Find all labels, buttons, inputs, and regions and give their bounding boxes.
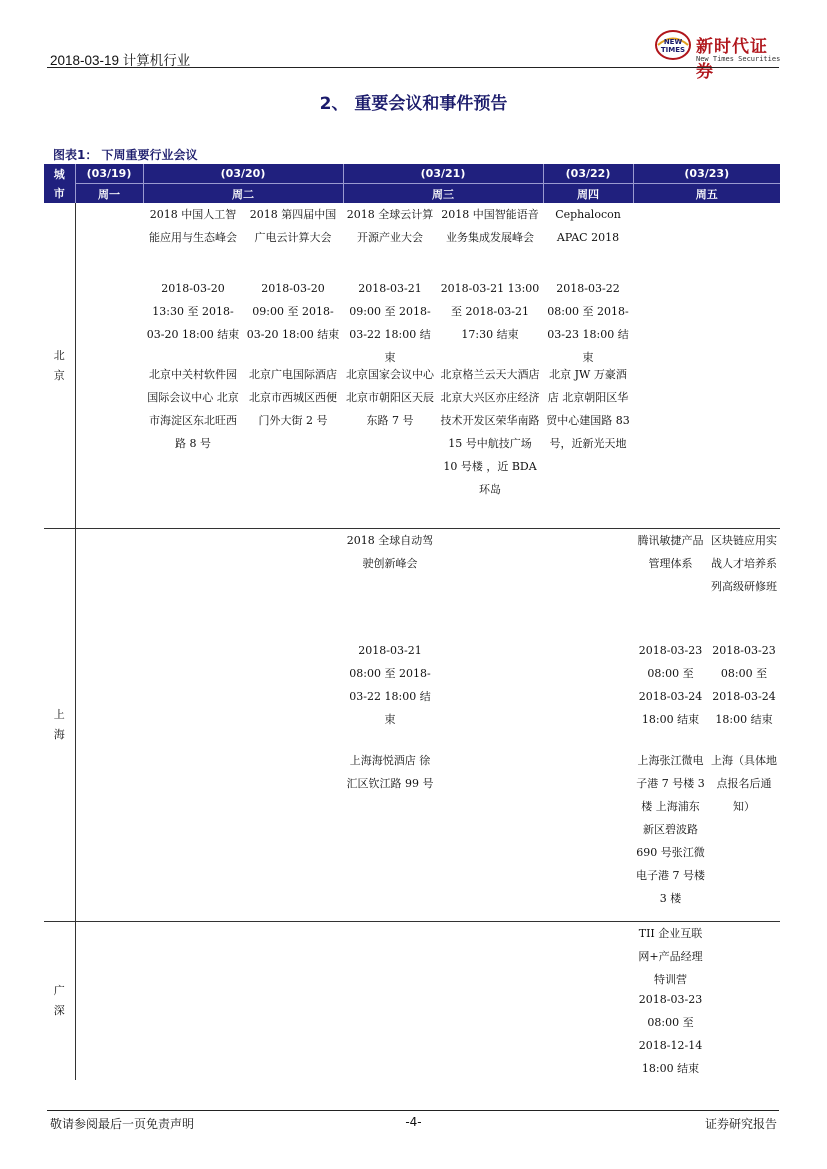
- event-venue: 北京国家会议中心 北京市朝阳区天辰东路 7 号: [346, 368, 434, 427]
- date-fri: (03/23): [633, 164, 780, 184]
- event-cell: [633, 203, 708, 528]
- event-name: TII 企业互联网+产品经理特训营: [638, 926, 703, 986]
- date-mon: (03/19): [75, 164, 143, 184]
- event-cell: [437, 921, 543, 1080]
- weekday-wed: 周三: [343, 184, 543, 204]
- event-time: 2018-03-21 09:00 至 2018-03-22 18:00 结束: [349, 282, 431, 364]
- event-time: 2018-03-23 08:00 至 2018-03-24 18:00 结束: [638, 644, 703, 726]
- weekday-thu: 周四: [543, 184, 633, 204]
- city-char: 深: [53, 1003, 65, 1017]
- event-venue: 北京中关村软件园国际会议中心 北京市海淀区东北旺西路 8 号: [147, 368, 239, 450]
- event-cell: [543, 529, 633, 921]
- city-char: 广: [53, 983, 65, 997]
- table-row-beijing: [44, 203, 780, 528]
- event-venue: 上海张江微电子港 7 号楼 3 楼 上海浦东新区碧波路 690 号张江微电子港 7 号楼 3 楼: [636, 754, 705, 905]
- event-time: 2018-03-21 13:00 至 2018-03-21 17:30 结束: [440, 282, 540, 341]
- event-cell: [633, 529, 708, 921]
- event-cell: [437, 529, 543, 921]
- event-name: 2018 全球云计算开源产业大会: [346, 208, 434, 244]
- event-venue: 北京广电国际酒店 北京市西城区西便门外大街 2 号: [249, 368, 337, 427]
- event-time: 2018-03-21 08:00 至 2018-03-22 18:00 结束: [349, 644, 431, 726]
- logo-name-cn: 新时代证券: [696, 37, 768, 82]
- event-name: 2018 全球自动驾驶创新峰会: [346, 534, 434, 570]
- weekday-mon: 周一: [75, 184, 143, 204]
- event-cell: [75, 529, 143, 921]
- section-title: 2、 重要会议和事件预告: [319, 94, 508, 114]
- city-cell-shanghai: [44, 529, 75, 921]
- event-venue: 上海（具体地点报名后通知）: [711, 754, 777, 813]
- event-name: 2018 中国人工智能应用与生态峰会: [149, 208, 237, 244]
- city-cell-guangshen: [44, 921, 75, 1080]
- event-venue: 北京格兰云天大酒店 北京大兴区亦庄经济技术开发区荣华南路 15 号中航技广场 10 号楼 ，近 BDA 环岛: [440, 368, 540, 496]
- event-time: 2018-03-22 08:00 至 2018-03-23 18:00 结束: [547, 282, 629, 364]
- event-name: 腾讯敏捷产品管理体系: [637, 534, 704, 570]
- event-cell: [343, 921, 437, 1080]
- city-char: 北: [53, 348, 65, 362]
- event-time: 2018-03-23 08:00 至 2018-03-24 18:00 结束: [712, 644, 776, 726]
- city-char: 京: [53, 368, 65, 382]
- event-time: 2018-03-20 09:00 至 2018-03-20 18:00 结束: [246, 282, 340, 341]
- event-time: 2018-03-20 13:30 至 2018-03-20 18:00 结束: [146, 282, 240, 341]
- event-name: Cephalocon APAC 2018: [555, 208, 621, 244]
- conference-table: [44, 164, 780, 1080]
- event-cell: [543, 203, 633, 528]
- footer-rule: [47, 1110, 779, 1111]
- figure-title: 图表1： 下周重要行业会议: [53, 148, 198, 162]
- logo-name-en: New Times Securities: [696, 55, 781, 63]
- table-row-guangshen: [44, 921, 780, 1080]
- footer-report-type: 证券研究报告: [704, 1117, 777, 1131]
- weekday-fri: 周五: [633, 184, 780, 204]
- event-cell: [243, 529, 343, 921]
- event-cell: [437, 203, 543, 528]
- event-cell: [633, 921, 708, 1080]
- event-cell: [708, 203, 780, 528]
- event-time: 2018-03-23 08:00 至 2018-12-14 18:00 结束: [638, 992, 703, 1075]
- event-cell: [243, 921, 343, 1080]
- event-cell: [343, 203, 437, 528]
- date-tue: (03/20): [143, 164, 343, 184]
- event-name: 2018 中国智能语音业务集成发展峰会: [441, 208, 539, 244]
- event-venue: 北京 JW 万豪酒店 北京朝阳区华贸中心建国路 83 号，近新光天地: [546, 368, 630, 450]
- date-wed: (03/21): [343, 164, 543, 184]
- event-cell: [75, 921, 143, 1080]
- event-cell: [708, 529, 780, 921]
- new-times-badge-icon: [654, 28, 692, 62]
- event-name: 2018 第四届中国广电云计算大会: [249, 208, 337, 244]
- svg-text:TIMES: TIMES: [660, 46, 686, 54]
- event-cell: [708, 921, 780, 1080]
- event-cell: [75, 203, 143, 528]
- company-logo: [654, 28, 782, 82]
- event-cell: [543, 921, 633, 1080]
- header-date-industry: 2018-03-19 计算机行业: [50, 53, 191, 68]
- event-venue: 上海海悦酒店 徐汇区钦江路 99 号: [346, 754, 434, 790]
- event-cell: [343, 529, 437, 921]
- city-char: 海: [53, 727, 65, 741]
- table-row-shanghai: [44, 529, 780, 921]
- event-cell: [143, 921, 243, 1080]
- event-cell: [143, 529, 243, 921]
- event-cell: [143, 203, 243, 528]
- footer-page-number: -4-: [405, 1115, 422, 1129]
- footer-disclaimer: 敬请参阅最后一页免责声明: [50, 1117, 195, 1131]
- city-header-top: 城: [44, 164, 75, 184]
- date-thu: (03/22): [543, 164, 633, 184]
- weekday-tue: 周二: [143, 184, 343, 204]
- event-cell: [243, 203, 343, 528]
- city-cell-beijing: [44, 203, 75, 528]
- event-name: 区块链应用实战人才培养系列高级研修班: [711, 534, 777, 593]
- city-char: 上: [53, 707, 65, 721]
- svg-text:NEW: NEW: [663, 38, 683, 46]
- city-header-bottom: 市: [44, 184, 75, 204]
- header-rule: [47, 67, 779, 68]
